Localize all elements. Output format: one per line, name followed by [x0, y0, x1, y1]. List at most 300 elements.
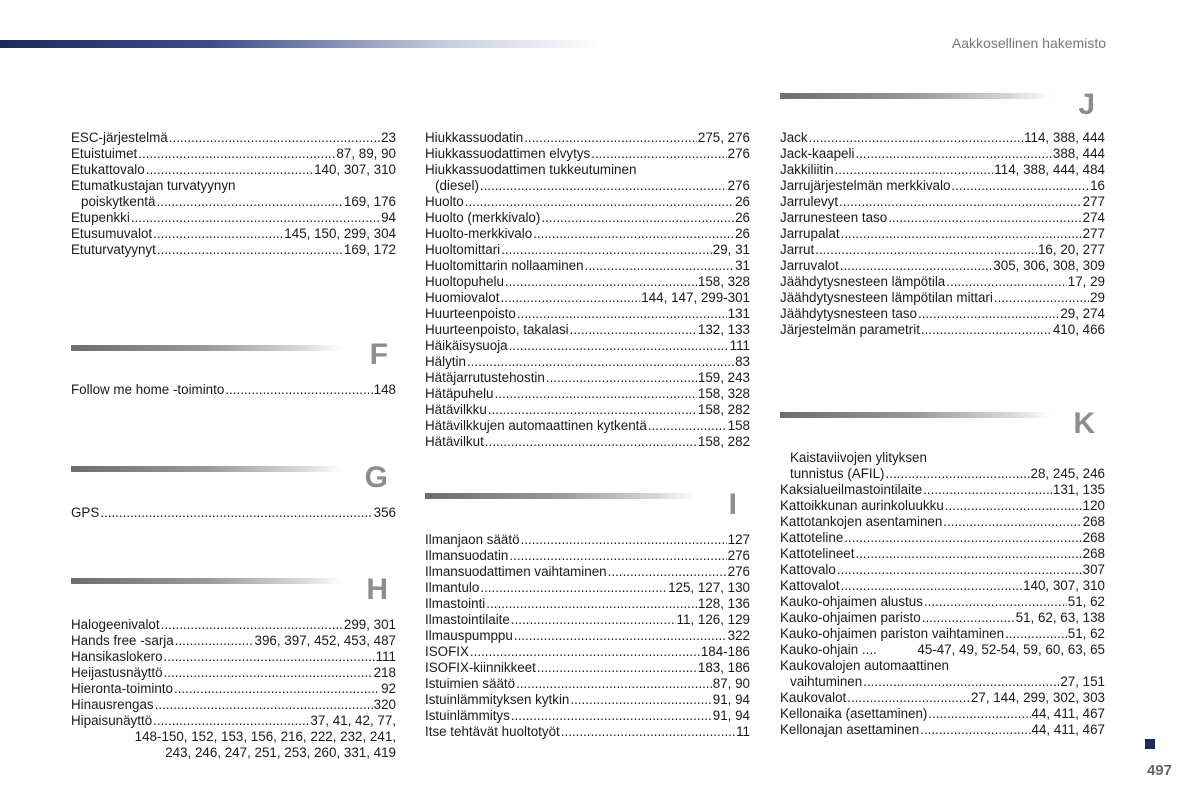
- section-divider-bar: [425, 493, 697, 499]
- index-entry: [71, 665, 396, 681]
- dot-leader: [486, 596, 697, 612]
- index-entry: [425, 532, 750, 548]
- index-entry-pages: 277: [1082, 194, 1105, 209]
- index-entry-heading: Kaistaviivojen ylityksen: [790, 450, 927, 465]
- index-entry-pages: 127: [727, 532, 750, 547]
- index-entry-term: Ilmastointilaite: [425, 612, 510, 627]
- index-entry-term: Ilmauspumppu: [425, 628, 513, 643]
- index-entry-pages: 11: [736, 724, 750, 739]
- index-entry: [71, 130, 396, 146]
- index-entry-term: poiskytkentä: [81, 194, 156, 209]
- index-entry-term: Hinausrengas: [71, 697, 154, 712]
- index-entry-pages: 91, 94: [712, 708, 750, 723]
- index-entry-term: Follow me home -toiminto: [71, 382, 225, 397]
- index-entry-term: Huoltopuhelu: [425, 274, 504, 289]
- section-h-entries: [71, 617, 396, 761]
- index-entry-term: Jäähdytysnesteen lämpötilan mittari: [780, 290, 993, 305]
- index-entry-term: Jarrulevyt: [780, 194, 839, 209]
- dot-leader: [175, 633, 254, 649]
- dot-leader: [537, 660, 697, 676]
- index-entry-term: Hätäpuhelu: [425, 386, 494, 401]
- dot-leader: [153, 713, 309, 729]
- index-entry: [425, 354, 750, 370]
- dot-leader: [509, 338, 729, 354]
- index-entry: [425, 434, 750, 450]
- index-entry-pages: 218: [373, 665, 396, 680]
- index-entry-term: Etuistuimet: [71, 146, 138, 161]
- index-entry: [71, 194, 396, 210]
- index-entry: [425, 564, 750, 580]
- index-entry-pages: 388, 444: [1052, 146, 1105, 161]
- index-entry-term: Jarrujärjestelmän merkkivalo: [780, 178, 951, 193]
- index-entry-pages: 27, 151: [1060, 674, 1105, 689]
- index-entry-term: Hiukkassuodatin: [425, 130, 524, 145]
- section-divider-bar: [71, 466, 343, 472]
- header-accent-bar: [0, 40, 600, 48]
- index-entry-pages: 114, 388, 444, 484: [994, 162, 1105, 177]
- index-entry-term: Kattovalot: [780, 578, 840, 593]
- dot-leader: [918, 306, 1059, 322]
- section-letter-f: F: [369, 338, 388, 371]
- index-entry-term: Hansikaslokero: [71, 649, 163, 664]
- dot-leader: [648, 418, 727, 434]
- index-entry-term: Hätävilkkujen automaattinen kytkentä: [425, 418, 647, 433]
- index-entry-pages: 307: [1082, 562, 1105, 577]
- index-entry-pages: 28, 245, 246: [1030, 466, 1105, 481]
- index-entry: [71, 713, 396, 729]
- dot-leader: [928, 706, 1030, 722]
- dot-leader: [521, 532, 727, 548]
- section-divider-bar: [780, 93, 1052, 99]
- section-divider-bar: [780, 412, 1052, 418]
- index-entry: [425, 178, 750, 194]
- index-entry-term: Huoltomittarin nollaaminen: [425, 258, 584, 273]
- index-entry: [425, 194, 750, 210]
- dot-leader: [511, 612, 676, 628]
- index-entry-pages: 44, 411, 467: [1031, 722, 1105, 737]
- index-entry-term: ISOFIX: [425, 644, 469, 659]
- index-entry-term: (diesel): [435, 178, 479, 193]
- index-entry-term: vaihtuminen: [790, 674, 863, 689]
- dot-leader: [488, 402, 697, 418]
- index-entry-term: Jarrupalat: [780, 226, 840, 241]
- index-entry-pages: 356: [373, 505, 396, 520]
- index-entry-pages: 31: [735, 258, 750, 273]
- index-entry-term: GPS: [71, 505, 100, 520]
- index-entry-pages: 268: [1082, 514, 1105, 529]
- index-entry-term: Huoltomittari: [425, 242, 501, 257]
- dot-leader: [500, 290, 640, 306]
- section-i-entries: [425, 532, 750, 740]
- dot-leader: [886, 466, 1030, 482]
- dot-leader: [855, 146, 1051, 162]
- dot-leader: [844, 530, 1081, 546]
- index-entry-term: Jack: [780, 130, 808, 145]
- index-entry-pages: 131: [727, 306, 750, 321]
- index-entry: [425, 708, 750, 724]
- index-entry: [71, 505, 396, 521]
- dot-leader: [840, 258, 993, 274]
- dot-leader: [847, 690, 970, 706]
- index-entry: [780, 178, 1105, 194]
- section-j-entries: [780, 130, 1105, 338]
- dot-leader: [470, 644, 700, 660]
- index-entry-term: Istuinlämmitys: [425, 708, 510, 723]
- index-entry-term: Kauko-ohjaimen pariston vaihtaminen: [780, 626, 1005, 641]
- index-entry-pages: 158, 282: [697, 402, 750, 417]
- index-entry: [780, 306, 1105, 322]
- dot-leader: [517, 306, 727, 322]
- index-entry-term: Ilmanjaon säätö: [425, 532, 520, 547]
- index-entry: [780, 642, 1105, 658]
- index-entry-pages: 51, 62, 63, 138: [1015, 610, 1105, 625]
- index-entry: [780, 594, 1105, 610]
- index-entry-pages: 111: [375, 649, 396, 664]
- index-entry: [780, 546, 1105, 562]
- section-letter-h: H: [366, 573, 388, 606]
- index-entry: [780, 466, 1105, 482]
- index-entry-pages: 16: [1090, 178, 1105, 193]
- dot-leader: [138, 146, 335, 162]
- index-entry: [780, 530, 1105, 546]
- index-entry-pages: 44, 411, 467: [1031, 706, 1105, 721]
- index-entry-pages: 276: [727, 564, 750, 579]
- dot-leader: [841, 226, 1082, 242]
- index-entry: [425, 548, 750, 564]
- index-entry-pages: 94: [381, 210, 396, 225]
- index-entry: [425, 660, 750, 676]
- dot-leader: [164, 649, 375, 665]
- index-entry-term: Jack-kaapeli: [780, 146, 855, 161]
- index-entry-pages: 305, 306, 308, 309: [993, 258, 1105, 273]
- dot-leader: [480, 580, 667, 596]
- index-entry-pages: 16, 20, 277: [1037, 242, 1105, 257]
- index-entry-pages: 320: [373, 697, 396, 712]
- index-entry: [425, 692, 750, 708]
- page-header-title: Aakkosellinen hakemisto: [951, 35, 1106, 51]
- dot-leader: [946, 274, 1067, 290]
- index-entry-pages: 183, 186: [697, 660, 750, 675]
- dot-leader: [855, 546, 1081, 562]
- dot-leader: [815, 242, 1037, 258]
- index-entry-term: Kattovalo: [780, 562, 836, 577]
- index-entry-pages: 111: [729, 338, 750, 353]
- index-entry-term: Kaksialueilmastointilaite: [780, 482, 923, 497]
- index-entry-term: Etusumuvalot: [71, 226, 153, 241]
- index-entry-pages: 277: [1082, 226, 1105, 241]
- index-entry-term: Jäähdytysnesteen taso: [780, 306, 917, 321]
- dot-leader: [888, 210, 1081, 226]
- dot-leader: [585, 258, 735, 274]
- dot-leader: [146, 162, 313, 178]
- index-entry-pages: 26: [735, 210, 750, 225]
- dot-leader: [161, 617, 343, 633]
- dot-leader: [546, 370, 697, 386]
- index-entry-pages: 120: [1082, 498, 1105, 513]
- index-entry-term: Ilmansuodatin: [425, 548, 509, 563]
- index-entry-term: Kaukovalot: [780, 690, 847, 705]
- dot-leader: [841, 578, 1023, 594]
- index-entry-term: Hiukkassuodattimen elvytys: [425, 146, 591, 161]
- index-entry-term: ISOFIX-kiinnikkeet: [425, 660, 536, 675]
- section-f-entries: [71, 382, 396, 398]
- index-entry-term: Etukattovalo: [71, 162, 145, 177]
- index-entry: [425, 628, 750, 644]
- index-entry-term: Järjestelmän parametrit: [780, 322, 920, 337]
- index-entry: [71, 649, 396, 665]
- dot-leader: [467, 354, 734, 370]
- index-entry-term: ESC-järjestelmä: [71, 130, 168, 145]
- index-entry: [780, 162, 1105, 178]
- index-entry-pages: 23: [381, 130, 396, 145]
- index-entry: [425, 724, 750, 740]
- dot-leader: [131, 210, 380, 226]
- index-entry-pages: 158: [727, 418, 750, 433]
- index-entry-pages: 51, 62: [1067, 626, 1105, 641]
- dot-leader: [465, 194, 734, 210]
- index-entry-pages: 17, 29: [1067, 274, 1105, 289]
- index-entry-pages: 274: [1082, 210, 1105, 225]
- dot-leader: [921, 322, 1052, 338]
- index-entry-pages: 158, 328: [697, 386, 750, 401]
- dot-leader: [951, 178, 1089, 194]
- index-entry-term: Kattoteline: [780, 530, 844, 545]
- index-entry-term: Hipaisunäyttö: [71, 713, 153, 728]
- index-entry-pages: 169, 176: [343, 194, 396, 209]
- index-entry: [425, 580, 750, 596]
- dot-leader: [923, 482, 1052, 498]
- dot-leader: [591, 146, 726, 162]
- index-entry: [425, 242, 750, 258]
- index-entry-term: Kellonaika (asettaminen): [780, 706, 928, 721]
- index-entry-term: Huolto (merkkivalo): [425, 210, 541, 225]
- index-entry-pages: 322: [727, 628, 750, 643]
- index-entry: [425, 676, 750, 692]
- index-entry-pages: 184-186: [700, 644, 750, 659]
- index-entry-term: Kattoikkunan aurinkoluukku: [780, 498, 944, 513]
- index-entry-pages: 268: [1082, 546, 1105, 561]
- section-g-entries: [71, 505, 396, 521]
- section-letter-j: J: [1078, 88, 1095, 121]
- dot-leader: [994, 290, 1089, 306]
- index-entry-pages: 169, 172: [343, 242, 396, 257]
- index-entry-pages: 92: [381, 681, 396, 696]
- index-entry: [425, 306, 750, 322]
- index-entry-term: Kellonajan asettaminen: [780, 722, 920, 737]
- index-entry-term: Ilmastointi: [425, 596, 486, 611]
- index-entry: [425, 290, 750, 306]
- dot-leader: [809, 130, 1024, 146]
- index-entry: [425, 130, 750, 146]
- index-entry-pages: 396, 397, 452, 453, 487: [254, 633, 396, 648]
- dot-leader: [920, 722, 1030, 738]
- dot-leader: [541, 210, 734, 226]
- page-number: 497: [1146, 762, 1172, 779]
- dot-leader: [509, 548, 726, 564]
- dot-leader: [835, 162, 994, 178]
- dot-leader: [924, 594, 1067, 610]
- index-entry: [780, 498, 1105, 514]
- index-entry-pages: 299, 301: [343, 617, 396, 632]
- index-entry-term: Huurteenpoisto, takalasi: [425, 322, 569, 337]
- index-entry: [425, 596, 750, 612]
- index-entry: [780, 674, 1105, 690]
- index-entry-continuation: 243, 246, 247, 251, 253, 260, 331, 419: [165, 745, 396, 760]
- section-letter-g: G: [364, 461, 388, 494]
- index-entry-pages: 132, 133: [697, 322, 750, 337]
- index-entry-term: Jarrunesteen taso: [780, 210, 888, 225]
- dot-leader: [169, 130, 380, 146]
- index-entry-heading: Hiukkassuodattimen tukkeutuminen: [425, 162, 637, 177]
- index-entry-term: Huomiovalot: [425, 290, 500, 305]
- section-letter-k: K: [1073, 407, 1095, 440]
- index-column-1: [71, 130, 396, 258]
- index-entry-pages: 29, 274: [1060, 306, 1105, 321]
- index-entry-term: Jarruvalot: [780, 258, 839, 273]
- index-entry: [780, 514, 1105, 530]
- dot-leader: [501, 242, 712, 258]
- index-entry-pages: 29, 31: [712, 242, 750, 257]
- index-entry-term: Jarrut: [780, 242, 815, 257]
- index-entry: [425, 644, 750, 660]
- dot-leader: [943, 514, 1081, 530]
- index-entry: [780, 722, 1105, 738]
- index-entry-term: Istuimien säätö: [425, 676, 516, 691]
- index-entry-term: Kauko-ohjaimen paristo: [780, 610, 921, 625]
- index-entry-pages: 26: [735, 194, 750, 209]
- index-entry: [780, 146, 1105, 162]
- dot-leader: [570, 322, 697, 338]
- index-entry-term: Hätävilkku: [425, 402, 487, 417]
- index-entry: [425, 226, 750, 242]
- index-entry-term: Hälytin: [425, 354, 466, 369]
- dot-leader: [511, 708, 712, 724]
- index-entry-pages: 125, 127, 130: [668, 580, 750, 595]
- index-entry-pages: 275, 276: [697, 130, 750, 145]
- dot-leader: [157, 242, 343, 258]
- index-entry-pages: 128, 136: [697, 596, 750, 611]
- index-entry: [780, 194, 1105, 210]
- index-entry-heading: Etumatkustajan turvatyynyn: [71, 178, 236, 193]
- index-entry: [71, 162, 396, 178]
- index-entry-pages: 158, 282: [697, 434, 750, 449]
- index-entry: [425, 274, 750, 290]
- index-column-2: [425, 130, 750, 450]
- index-entry-pages: 276: [727, 178, 750, 193]
- index-entry: [780, 322, 1105, 338]
- dot-leader: [155, 697, 373, 713]
- index-entry-pages: 148: [373, 382, 396, 397]
- index-entry-term: Etuturvatyynyt: [71, 242, 156, 257]
- section-divider-bar: [71, 578, 343, 584]
- index-entry-term: Kattotankojen asentaminen: [780, 514, 943, 529]
- dot-leader: [225, 382, 372, 398]
- dot-leader: [153, 226, 283, 242]
- index-entry: [425, 146, 750, 162]
- index-entry-pages: 268: [1082, 530, 1105, 545]
- index-entry-pages: 37, 41, 42, 77,: [310, 713, 396, 728]
- dot-leader: [485, 434, 697, 450]
- section-k-entries: [780, 450, 1105, 738]
- dot-leader: [863, 674, 1059, 690]
- index-entry-term: Jäähdytysnesteen lämpötila: [780, 274, 946, 289]
- dot-leader: [100, 505, 372, 521]
- dot-leader: [164, 665, 373, 681]
- index-entry: [780, 258, 1105, 274]
- index-entry-term: Heijastusnäyttö: [71, 665, 163, 680]
- index-entry: [425, 322, 750, 338]
- dot-leader: [945, 498, 1082, 514]
- index-entry-pages: 114, 388, 444: [1024, 130, 1105, 145]
- page-marker: [1145, 739, 1155, 749]
- index-entry: [425, 210, 750, 226]
- index-entry-pages: 159, 243: [697, 370, 750, 385]
- index-entry-pages: 140, 307, 310: [1023, 578, 1105, 593]
- index-entry-pages: 276: [727, 548, 750, 563]
- dot-leader: [1005, 626, 1067, 642]
- index-entry: [71, 242, 396, 258]
- dot-leader: [495, 386, 697, 402]
- index-entry: [71, 633, 396, 649]
- index-entry-term: Häikäisysuoja: [425, 338, 508, 353]
- index-entry-term: Huurteenpoisto: [425, 306, 516, 321]
- index-entry: [425, 418, 750, 434]
- index-entry: [425, 386, 750, 402]
- index-entry-term: tunnistus (AFIL): [790, 466, 885, 481]
- dot-leader: [524, 130, 697, 146]
- index-entry-term: Kattotelineet: [780, 546, 855, 561]
- index-entry-term: Hätäjarrutustehostin: [425, 370, 545, 385]
- dot-leader: [514, 628, 727, 644]
- index-entry-term: Hands free -sarja: [71, 633, 174, 648]
- dot-leader: [922, 610, 1015, 626]
- index-entry: [780, 274, 1105, 290]
- index-entry: [71, 146, 396, 162]
- index-entry: [425, 258, 750, 274]
- index-entry-pages: 83: [735, 354, 750, 369]
- index-entry: [425, 612, 750, 628]
- index-entry-pages: 87, 90: [712, 676, 750, 691]
- index-entry: [71, 681, 396, 697]
- index-entry: [425, 370, 750, 386]
- index-entry: [780, 610, 1105, 626]
- index-entry-term: Etupenkki: [71, 210, 130, 225]
- index-entry-pages: 27, 144, 299, 302, 303: [970, 690, 1105, 705]
- index-entry-continuation: 148-150, 152, 153, 156, 216, 222, 232, 241,: [134, 729, 396, 744]
- index-entry-pages: 410, 466: [1052, 322, 1105, 337]
- index-entry: [71, 382, 396, 398]
- index-entry-pages: 140, 307, 310: [314, 162, 396, 177]
- index-entry: [780, 562, 1105, 578]
- index-entry-term: Huolto-merkkivalo: [425, 226, 533, 241]
- dot-leader: [516, 676, 712, 692]
- index-entry-pages: 276: [727, 146, 750, 161]
- index-entry-term: Kauko-ohjaimen alustus: [780, 594, 923, 609]
- section-divider-bar: [71, 345, 343, 351]
- index-entry: [71, 226, 396, 242]
- index-entry-heading: Kaukovalojen automaattinen: [780, 658, 949, 673]
- index-entry-pages: 91, 94: [712, 692, 750, 707]
- dot-leader: [505, 274, 697, 290]
- index-entry: [780, 290, 1105, 306]
- dot-leader: [839, 194, 1082, 210]
- index-entry: [780, 242, 1105, 258]
- index-entry: [780, 578, 1105, 594]
- dot-leader: [608, 564, 727, 580]
- dot-leader: [174, 681, 380, 697]
- index-entry: [71, 210, 396, 226]
- index-entry-pages: 131, 135: [1052, 482, 1105, 497]
